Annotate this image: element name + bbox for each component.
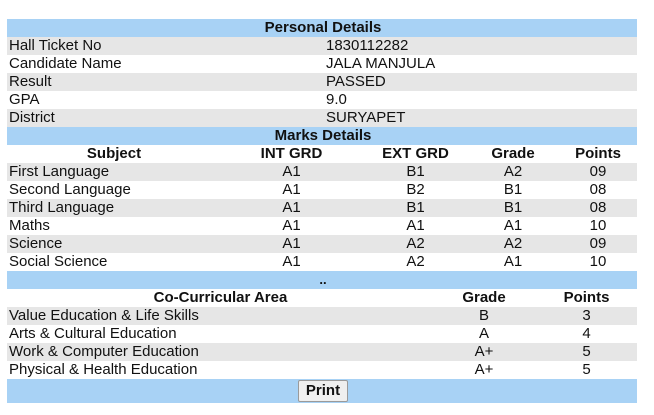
ext-grd-cell: B1 — [406, 199, 425, 216]
grade-cell: A — [478, 325, 489, 342]
int-grd-cell: A1 — [282, 235, 301, 252]
gpa-label: GPA — [9, 91, 40, 108]
personal-details-heading: Personal Details — [7, 19, 637, 37]
grade-cell: A+ — [474, 343, 494, 360]
hall-ticket-value: 1830112282 — [326, 37, 409, 54]
col-int-grd: INT GRD — [260, 145, 323, 162]
area-cell: Value Education & Life Skills — [9, 307, 199, 324]
table-row — [7, 55, 637, 73]
col-cocurricular-grade: Grade — [462, 289, 506, 306]
grade-cell: A1 — [503, 253, 523, 270]
district-label: District — [9, 109, 55, 126]
cocurricular-header-row — [7, 289, 637, 307]
grade-cell: A2 — [503, 235, 523, 252]
points-cell: 09 — [589, 235, 607, 252]
table-row — [7, 199, 637, 217]
cocurricular-table — [7, 289, 637, 403]
ext-grd-cell: B2 — [406, 181, 425, 198]
table-row — [7, 109, 637, 127]
result-value: PASSED — [326, 73, 386, 90]
marks-header-row — [7, 145, 637, 163]
grade-cell: B1 — [503, 199, 523, 216]
grade-cell: A+ — [474, 361, 494, 378]
points-cell: 5 — [582, 361, 591, 378]
table-row — [7, 163, 637, 181]
points-cell: 5 — [582, 343, 591, 360]
marks-details-heading: Marks Details — [7, 127, 637, 145]
col-points: Points — [575, 145, 621, 162]
area-cell: Work & Computer Education — [9, 343, 199, 360]
gpa-value: 9.0 — [326, 91, 347, 108]
subject-cell: Maths — [9, 217, 50, 234]
points-cell: 10 — [589, 253, 607, 270]
print-row — [7, 379, 637, 403]
candidate-name-value: JALA MANJULA — [326, 55, 436, 72]
points-cell: 08 — [589, 199, 607, 216]
table-row — [7, 181, 637, 199]
col-cocurricular-points: Points — [563, 289, 610, 306]
int-grd-cell: A1 — [282, 217, 301, 234]
table-row — [7, 217, 637, 235]
subject-cell: First Language — [9, 163, 110, 180]
grade-cell: A2 — [503, 163, 523, 180]
ext-grd-cell: B1 — [406, 163, 425, 180]
district-value: SURYAPET — [326, 109, 406, 126]
print-button[interactable]: Print — [298, 380, 348, 402]
table-row — [7, 361, 637, 379]
results-sheet — [7, 19, 637, 403]
int-grd-cell: A1 — [282, 199, 301, 216]
subject-cell: Second Language — [9, 181, 131, 198]
table-row — [7, 235, 637, 253]
grade-cell: B — [478, 307, 489, 324]
result-label: Result — [9, 73, 52, 90]
subject-cell: Third Language — [9, 199, 115, 216]
ext-grd-cell: A2 — [406, 235, 425, 252]
subject-cell: Social Science — [9, 253, 108, 270]
int-grd-cell: A1 — [282, 181, 301, 198]
personal-details-table — [7, 19, 637, 127]
col-ext-grd: EXT GRD — [382, 145, 449, 162]
col-subject: Subject — [86, 145, 142, 162]
section-separator: .. — [7, 271, 637, 289]
points-cell: 09 — [589, 163, 607, 180]
table-row — [7, 73, 637, 91]
col-cocurricular-area: Co-Curricular Area — [153, 289, 288, 306]
print-cell — [7, 379, 637, 403]
subject-cell: Science — [9, 235, 63, 252]
area-cell: Arts & Cultural Education — [9, 325, 177, 342]
points-cell: 4 — [582, 325, 591, 342]
points-cell: 3 — [582, 307, 591, 324]
table-row — [7, 307, 637, 325]
int-grd-cell: A1 — [282, 163, 301, 180]
col-grade: Grade — [491, 145, 535, 162]
table-row — [7, 253, 637, 271]
points-cell: 10 — [589, 217, 607, 234]
ext-grd-cell: A2 — [406, 253, 425, 270]
table-row — [7, 325, 637, 343]
table-row — [7, 343, 637, 361]
hall-ticket-label: Hall Ticket No — [9, 37, 102, 54]
candidate-name-label: Candidate Name — [9, 55, 122, 72]
points-cell: 08 — [589, 181, 607, 198]
grade-cell: B1 — [503, 181, 523, 198]
marks-details-table — [7, 127, 637, 289]
ext-grd-cell: A1 — [406, 217, 425, 234]
table-row — [7, 37, 637, 55]
grade-cell: A1 — [503, 217, 523, 234]
table-row — [7, 91, 637, 109]
area-cell: Physical & Health Education — [9, 361, 198, 378]
int-grd-cell: A1 — [282, 253, 301, 270]
